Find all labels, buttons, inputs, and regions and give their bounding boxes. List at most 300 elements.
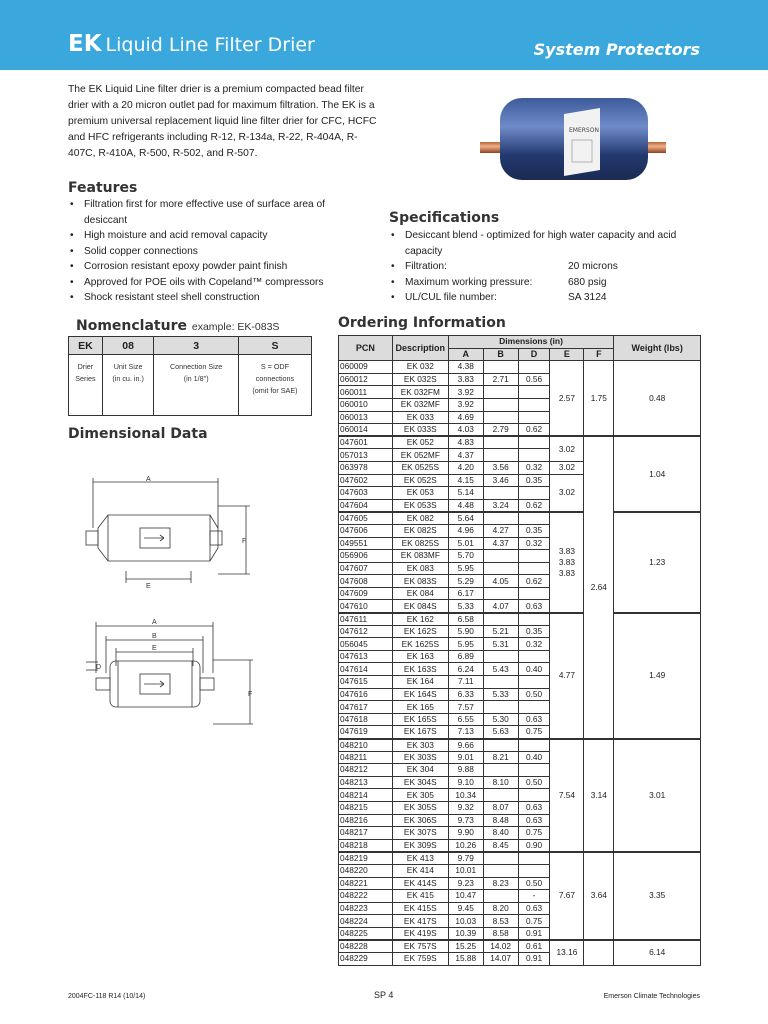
cell-weight: 3.01 [614,739,701,852]
cell-description: EK 162S [392,625,448,638]
cell-pcn: 047612 [339,625,393,638]
cell-description: EK 032 [392,361,448,374]
cell-a: 5.64 [448,512,483,525]
cell-d: 0.62 [518,424,550,437]
nom-code: 3 [154,337,238,355]
cell-b: 8.07 [483,801,518,814]
cell-description: EK 304 [392,764,448,777]
cell-a: 9.10 [448,776,483,789]
title-text: Liquid Line Filter Drier [105,34,315,56]
cell-d [518,550,550,563]
cell-d [518,789,550,802]
cell-a: 6.58 [448,613,483,626]
spec-value: SA 3124 [568,292,607,303]
nom-desc: S = ODF connections (omit for SAE) [238,355,311,416]
cell-b: 14.07 [483,953,518,966]
cell-a: 4.20 [448,461,483,474]
dimensional-drawing [68,468,268,768]
dim-label: F [242,538,247,545]
cell-description: EK 167S [392,726,448,739]
cell-description: EK 083MF [392,550,448,563]
cell-a: 5.14 [448,487,483,500]
cell-d [518,411,550,424]
dim-label: A [146,476,151,483]
cell-d: 0.62 [518,499,550,512]
cell-b: 8.53 [483,915,518,928]
spec-label: • UL/CUL file number: [405,292,497,303]
cell-description: EK 413 [392,852,448,865]
table-row [339,361,701,374]
nomenclature-heading [76,318,279,334]
spec-row [389,290,679,306]
cell-b: 8.21 [483,751,518,764]
cell-b [483,789,518,802]
cell-weight: 6.14 [614,940,701,965]
cell-description: EK 165S [392,713,448,726]
cell-pcn: 048217 [339,827,393,840]
cell-d: 0.63 [518,801,550,814]
cell-description: EK 309S [392,839,448,852]
col-a: A [448,348,483,361]
cell-description: EK 033S [392,424,448,437]
cell-b: 5.43 [483,663,518,676]
cell-pcn: 048225 [339,927,393,940]
cell-d: 0.63 [518,713,550,726]
cell-b: 2.71 [483,373,518,386]
col-dimensions: Dimensions (in) [448,336,614,349]
cell-description: EK 032S [392,373,448,386]
cell-pcn: 060010 [339,398,393,411]
cell-d [518,436,550,449]
nom-code: 08 [102,337,154,355]
cell-e: 4.77 [550,613,584,739]
cell-description: EK 305 [392,789,448,802]
cell-d: - [518,890,550,903]
table-row [339,940,701,953]
cell-f: 3.14 [584,739,614,852]
cell-b: 8.58 [483,927,518,940]
cell-e: 13.16 [550,940,584,965]
cell-d: 0.91 [518,953,550,966]
cell-pcn: 060009 [339,361,393,374]
cell-d [518,650,550,663]
table-row [339,852,701,865]
cell-b: 5.30 [483,713,518,726]
dim-label: E [152,645,157,652]
cell-pcn: 048218 [339,839,393,852]
cell-weight: 3.35 [614,852,701,940]
cell-e: 7.54 [550,739,584,852]
cell-b: 4.37 [483,537,518,550]
cell-d [518,449,550,462]
cell-description: EK 033 [392,411,448,424]
cell-b: 5.33 [483,688,518,701]
cell-d [518,361,550,374]
feature-item: • High moisture and acid removal capacity [68,228,343,244]
cell-pcn: 048212 [339,764,393,777]
cell-a: 9.73 [448,814,483,827]
cell-pcn: 047605 [339,512,393,525]
cell-d: 0.50 [518,776,550,789]
cell-d [518,676,550,689]
cell-a: 4.38 [448,361,483,374]
nom-code: S [238,337,311,355]
cell-b [483,739,518,752]
cell-a: 15.88 [448,953,483,966]
cell-a: 4.83 [448,436,483,449]
header-bar [0,0,768,70]
footer-right: Emerson Climate Technologies [603,993,700,1000]
cell-pcn: 047608 [339,575,393,588]
col-e: E [550,348,584,361]
cell-description: EK 1625S [392,638,448,651]
cell-d: 0.35 [518,474,550,487]
cell-b: 4.07 [483,600,518,613]
cell-pcn: 048220 [339,864,393,877]
cell-pcn: 048219 [339,852,393,865]
cell-pcn: 047613 [339,650,393,663]
cell-d [518,587,550,600]
cell-a: 7.13 [448,726,483,739]
cell-pcn: 057013 [339,449,393,462]
cell-d: 0.35 [518,524,550,537]
cell-pcn: 048214 [339,789,393,802]
feature-item: • Filtration first for more effective use of surface area of desiccant [68,197,343,228]
cell-a: 4.48 [448,499,483,512]
cell-a: 10.01 [448,864,483,877]
specifications-list [389,228,679,306]
cell-b [483,512,518,525]
cell-a: 10.39 [448,927,483,940]
cell-pcn: 048210 [339,739,393,752]
cell-d: 0.90 [518,839,550,852]
cell-description: EK 053S [392,499,448,512]
brand-mark: EK [68,31,102,57]
cell-d: 0.75 [518,827,550,840]
cell-description: EK 419S [392,927,448,940]
cell-description: EK 032FM [392,386,448,399]
cell-b: 3.24 [483,499,518,512]
cell-a: 15.25 [448,940,483,953]
svg-text:EMERSON: EMERSON [569,127,599,134]
cell-pcn: 048222 [339,890,393,903]
cell-a: 4.69 [448,411,483,424]
cell-description: EK 303S [392,751,448,764]
ordering-table [338,335,701,966]
cell-a: 9.23 [448,877,483,890]
cell-a: 4.96 [448,524,483,537]
cell-a: 10.34 [448,789,483,802]
cell-description: EK 052MF [392,449,448,462]
page-title [68,31,315,57]
cell-pcn: 048229 [339,953,393,966]
nom-desc: Connection Size (in 1/8") [154,355,238,416]
cell-e: 3.02 [550,461,584,474]
cell-d: 0.32 [518,537,550,550]
col-f: F [584,348,614,361]
cell-pcn: 047617 [339,701,393,714]
cell-pcn: 048211 [339,751,393,764]
cell-d: 0.75 [518,726,550,739]
dim-label: E [146,583,151,590]
cell-d [518,701,550,714]
cell-b: 4.05 [483,575,518,588]
section-title: System Protectors [533,40,700,59]
cell-b [483,386,518,399]
col-description: Description [392,336,448,361]
intro-paragraph: The EK Liquid Line filter drier is a premium compacted bead filter drier with a 20 micron outlet pad for maximum filtration. The EK is a premium universal replacement liquid line filter drier for CFC, HCFC and HFC refrigerants including R-12, R-134a, R-22, R-404A, R-407C, R-410A, R-500, R-502, and R-507. [68,84,377,159]
cell-pcn: 060012 [339,373,393,386]
cell-a: 5.33 [448,600,483,613]
cell-description: EK 414 [392,864,448,877]
col-weight: Weight (lbs) [614,336,701,361]
dimensional-heading: Dimensional Data [68,426,208,442]
cell-f: 1.75 [584,361,614,437]
cell-a: 9.45 [448,902,483,915]
cell-b: 8.10 [483,776,518,789]
cell-d: 0.62 [518,575,550,588]
cell-pcn: 049551 [339,537,393,550]
footer-center: SP 4 [374,990,394,1000]
cell-pcn: 047614 [339,663,393,676]
cell-b [483,411,518,424]
cell-e: 3.02 [550,474,584,512]
cell-e: 3.02 [550,436,584,461]
cell-a: 6.55 [448,713,483,726]
cell-a: 9.90 [448,827,483,840]
cell-a: 4.03 [448,424,483,437]
cell-d: 0.50 [518,688,550,701]
cell-d: 0.63 [518,600,550,613]
cell-b: 14.02 [483,940,518,953]
cell-pcn: 047616 [339,688,393,701]
cell-pcn: 063978 [339,461,393,474]
cell-b: 5.31 [483,638,518,651]
cell-b [483,864,518,877]
cell-description: EK 032MF [392,398,448,411]
cell-b [483,550,518,563]
cell-b [483,764,518,777]
cell-d: 0.32 [518,461,550,474]
cell-weight: 1.23 [614,512,701,613]
cell-b: 4.27 [483,524,518,537]
ordering-table-body [339,361,701,966]
table-row [339,436,701,449]
cell-description: EK 759S [392,953,448,966]
cell-description: EK 414S [392,877,448,890]
cell-description: EK 0825S [392,537,448,550]
cell-description: EK 757S [392,940,448,953]
spec-label: • Maximum working pressure: [405,276,533,288]
cell-d [518,487,550,500]
cell-a: 3.92 [448,398,483,411]
cell-pcn: 048228 [339,940,393,953]
feature-item: • Solid copper connections [68,244,343,260]
cell-f: 2.64 [584,436,614,738]
cell-d: 0.63 [518,902,550,915]
cell-b: 8.45 [483,839,518,852]
cell-description: EK 052S [392,474,448,487]
cell-b: 8.20 [483,902,518,915]
cell-b [483,436,518,449]
nomenclature-example: example: EK-083S [191,321,280,333]
cell-description: EK 084 [392,587,448,600]
cell-e: 7.67 [550,852,584,940]
cell-d [518,852,550,865]
cell-d: 0.63 [518,814,550,827]
cell-pcn: 048221 [339,877,393,890]
cell-pcn: 047609 [339,587,393,600]
col-pcn: PCN [339,336,393,361]
cell-pcn: 047601 [339,436,393,449]
cell-description: EK 082S [392,524,448,537]
cell-a: 6.17 [448,587,483,600]
cell-b [483,449,518,462]
cell-d: 0.75 [518,915,550,928]
cell-weight: 1.49 [614,613,701,739]
cell-weight: 0.48 [614,361,701,437]
cell-description: EK 083S [392,575,448,588]
nom-desc: Drier Series [69,355,103,416]
cell-f: 3.64 [584,852,614,940]
cell-pcn: 047611 [339,613,393,626]
cell-b [483,701,518,714]
cell-d [518,398,550,411]
dim-label: D [96,664,102,671]
cell-a: 9.32 [448,801,483,814]
cell-d: 0.35 [518,625,550,638]
cell-pcn: 047615 [339,676,393,689]
feature-item: • Shock resistant steel shell construction [68,290,343,306]
cell-description: EK 307S [392,827,448,840]
table-row [339,739,701,752]
cell-pcn: 047619 [339,726,393,739]
cell-pcn: 048216 [339,814,393,827]
cell-d [518,764,550,777]
dim-label: F [248,691,253,698]
cell-d: 0.32 [518,638,550,651]
cell-b: 8.40 [483,827,518,840]
cell-description: EK 415S [392,902,448,915]
cell-b [483,613,518,626]
cell-pcn: 047604 [339,499,393,512]
cell-description: EK 165 [392,701,448,714]
cell-description: EK 083 [392,562,448,575]
cell-pcn: 047610 [339,600,393,613]
cell-description: EK 082 [392,512,448,525]
cell-a: 7.11 [448,676,483,689]
cell-pcn: 048223 [339,902,393,915]
cell-a: 5.29 [448,575,483,588]
cell-description: EK 164 [392,676,448,689]
spec-row [389,259,679,275]
cell-pcn: 047607 [339,562,393,575]
cell-d [518,512,550,525]
cell-pcn: 048224 [339,915,393,928]
col-d: D [518,348,550,361]
cell-a: 9.88 [448,764,483,777]
cell-a: 9.66 [448,739,483,752]
cell-d [518,613,550,626]
cell-a: 6.24 [448,663,483,676]
cell-a: 5.95 [448,562,483,575]
cell-b: 8.23 [483,877,518,890]
cell-description: EK 052 [392,436,448,449]
cell-pcn: 047603 [339,487,393,500]
cell-f [584,940,614,965]
cell-e: 3.83 3.83 3.83 [550,512,584,613]
cell-description: EK 305S [392,801,448,814]
cell-a: 3.83 [448,373,483,386]
nomenclature-table [68,336,312,416]
cell-d [518,864,550,877]
cell-description: EK 164S [392,688,448,701]
nom-desc: Unit Size (in cu. in.) [102,355,154,416]
cell-b: 2.79 [483,424,518,437]
cell-description: EK 304S [392,776,448,789]
cell-b [483,852,518,865]
cell-description: EK 084S [392,600,448,613]
cell-description: EK 306S [392,814,448,827]
cell-b: 3.46 [483,474,518,487]
features-list [68,197,343,306]
nomenclature-title: Nomenclature [76,318,187,334]
cell-pcn: 060014 [339,424,393,437]
cell-pcn: 047602 [339,474,393,487]
cell-b: 5.63 [483,726,518,739]
cell-a: 5.01 [448,537,483,550]
cell-a: 6.33 [448,688,483,701]
cell-a: 6.89 [448,650,483,663]
cell-a: 10.47 [448,890,483,903]
specifications-heading: Specifications [389,210,500,226]
cell-description: EK 415 [392,890,448,903]
cell-b [483,361,518,374]
cell-d: 0.40 [518,663,550,676]
spec-label: • Filtration: [405,261,447,272]
cell-b [483,562,518,575]
cell-d: 0.50 [518,877,550,890]
spec-value: 680 psig [568,276,607,288]
cell-pcn: 048215 [339,801,393,814]
cell-d: 0.91 [518,927,550,940]
cell-b: 8.48 [483,814,518,827]
cell-description: EK 162 [392,613,448,626]
cell-a: 4.15 [448,474,483,487]
cell-a: 9.01 [448,751,483,764]
table-row [339,613,701,626]
cell-a: 4.37 [448,449,483,462]
cell-description: EK 053 [392,487,448,500]
cell-pcn: 060011 [339,386,393,399]
cell-description: EK 0525S [392,461,448,474]
cell-b [483,487,518,500]
cell-pcn: 060013 [339,411,393,424]
cell-b [483,587,518,600]
cell-pcn: 047606 [339,524,393,537]
cell-b [483,676,518,689]
cell-a: 5.70 [448,550,483,563]
cell-weight: 1.04 [614,436,701,512]
cell-pcn: 047618 [339,713,393,726]
table-row [339,512,701,525]
cell-a: 10.03 [448,915,483,928]
footer-left: 2004FC-118 R14 (10/14) [68,993,146,1000]
cell-description: EK 163 [392,650,448,663]
dim-label: B [152,633,157,640]
cell-e: 2.57 [550,361,584,437]
cell-d [518,562,550,575]
